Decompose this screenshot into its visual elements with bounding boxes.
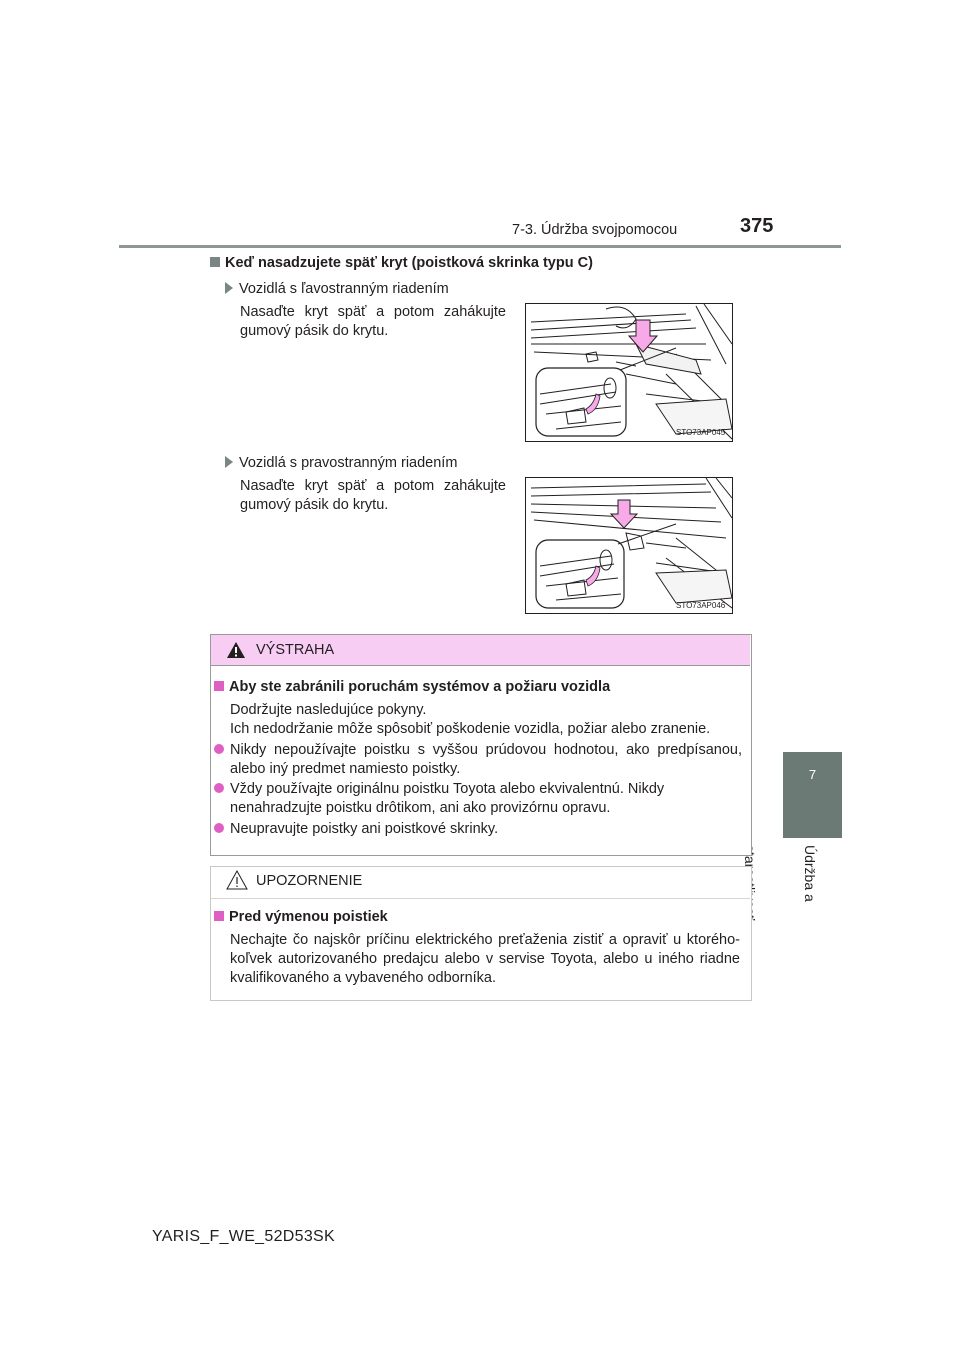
document-code: YARIS_F_WE_52D53SK: [152, 1228, 335, 1245]
fuse-cover-illustration-lhd: [526, 304, 732, 441]
warning-intro: Dodržujte nasledujúce pokyny. Ich nedodržanie môže spôsobiť poškodenie vozidla, požiar alebo zranenie.: [230, 702, 711, 737]
triangle-bullet-icon: [225, 282, 233, 294]
square-bullet-icon: [214, 681, 224, 691]
chapter-label: Údržba a: [802, 845, 818, 902]
chapter-tab: [783, 752, 842, 838]
subheading-lhd: Vozidlá s ľavostranným riadením: [225, 281, 449, 297]
subheading-rhd: Vozidlá s pravostranným riadením: [225, 455, 457, 471]
figure-rhd: [525, 477, 733, 614]
chapter-number: 7: [808, 767, 817, 782]
triangle-bullet-icon: [225, 456, 233, 468]
warning-bullet-2: Vždy používajte originálnu poistku Toyota alebo ekvivalentnú. Nikdy nenahradzujte poistku drôtikom, ani ako provizórnu opravu.: [214, 780, 742, 818]
notice-text: Nechajte čo najskôr príčinu elektrického preťaženia zistiť a opraviť u ktoréhokoľvek autorizovaného predajcu alebo v servise Toyota, alebo u iného riadne kvalifikovaného a vybaveného odborníka.: [230, 932, 740, 986]
fuse-cover-illustration-rhd: [526, 478, 732, 613]
page-number: 375: [740, 215, 774, 237]
main-heading: Keď nasadzujete späť kryt (poistková skrinka typu C): [210, 255, 593, 271]
square-bullet-icon: [210, 257, 220, 267]
notice-title: UPOZORNENIE: [256, 873, 363, 889]
figure-code-rhd: STO73AP046: [676, 601, 726, 610]
bullet-dot-icon: [214, 744, 224, 754]
notice-divider: [211, 898, 750, 899]
section-title: 7-3. Údržba svojpomocou: [512, 222, 678, 238]
warning-triangle-icon: [226, 641, 246, 659]
figure-code-lhd: STO73AP045: [676, 428, 726, 437]
caution-triangle-icon: [226, 870, 248, 890]
warning-title: VÝSTRAHA: [256, 642, 335, 658]
square-bullet-icon: [214, 911, 224, 921]
instruction-rhd: Nasaďte kryt späť a potom zahákujte gumový pásik do krytu.: [240, 478, 506, 513]
warning-bullet-3: Neupravujte poistky ani poistkové skrinky.: [214, 820, 742, 839]
warning-bullet-1: Nikdy nepoužívajte poistku s vyššou prúdovou hodnotou, ako predpísanou, alebo iný predmet namiesto poistky.: [214, 741, 742, 779]
bullet-dot-icon: [214, 823, 224, 833]
header-divider: [119, 245, 841, 248]
warning-heading: Aby ste zabránili poruchám systémov a požiaru vozidla: [214, 679, 610, 695]
notice-heading: Pred výmenou poistiek: [214, 909, 388, 925]
bullet-dot-icon: [214, 783, 224, 793]
figure-lhd: [525, 303, 733, 442]
instruction-lhd: Nasaďte kryt späť a potom zahákujte gumový pásik do krytu.: [240, 304, 506, 339]
